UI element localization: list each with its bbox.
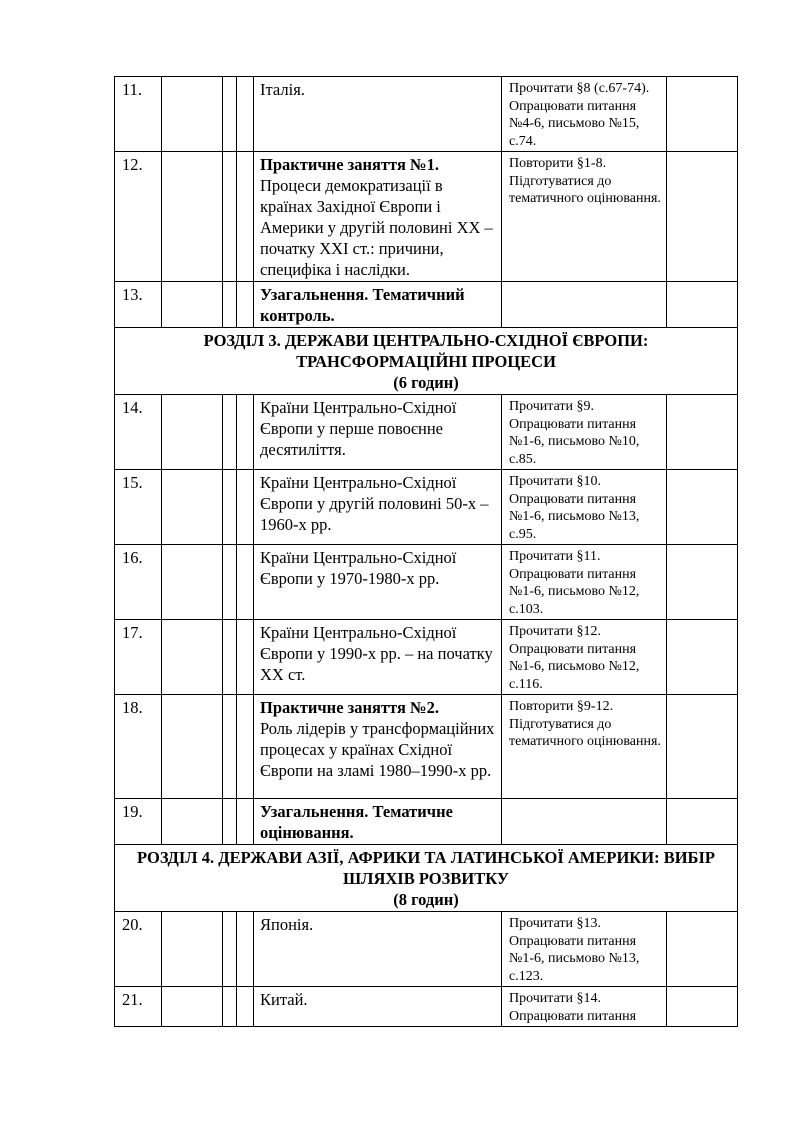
lesson-topic: [254, 470, 502, 545]
notes-cell: [667, 545, 738, 620]
homework-cell: [502, 282, 667, 328]
lesson-topic: [254, 987, 502, 1027]
lesson-topic-text: Італія.: [260, 80, 305, 99]
narrow-cell: [223, 395, 237, 470]
narrow-cell: [223, 77, 237, 152]
lesson-topic: [254, 152, 502, 282]
lesson-topic-bold: Практичне заняття №2.: [260, 698, 439, 717]
narrow-cell: [237, 912, 254, 987]
notes-cell: [667, 695, 738, 799]
lesson-topic-text: Китай.: [260, 990, 308, 1009]
lesson-topic: [254, 282, 502, 328]
date-cell: [162, 987, 223, 1027]
date-cell: [162, 282, 223, 328]
lesson-number: 17.: [115, 620, 162, 695]
lesson-topic-text: Країни Центрально-Східної Європи у 1970-1980-х рр.: [260, 548, 457, 588]
narrow-cell: [237, 799, 254, 845]
section-title: РОЗДІЛ 3. ДЕРЖАВИ ЦЕНТРАЛЬНО-СХІДНОЇ ЄВРОПИ: ТРАНСФОРМАЦІЙНІ ПРОЦЕСИ: [203, 331, 649, 371]
lesson-number: 11.: [115, 77, 162, 152]
notes-cell: [667, 470, 738, 545]
narrow-cell: [237, 620, 254, 695]
table-row: [115, 470, 738, 545]
lesson-number: 15.: [115, 470, 162, 545]
homework-cell: Прочитати §13. Опрацювати питання №1-6, письмово №13, с.123.: [502, 912, 667, 987]
notes-cell: [667, 987, 738, 1027]
lesson-number: 19.: [115, 799, 162, 845]
narrow-cell: [223, 545, 237, 620]
homework-cell: Прочитати §11. Опрацювати питання №1-6, письмово №12, с.103.: [502, 545, 667, 620]
lesson-topic-bold: Узагальнення. Тематичний контроль.: [260, 285, 465, 325]
table-row: [115, 545, 738, 620]
lesson-topic: [254, 395, 502, 470]
homework-cell: Прочитати §8 (с.67-74). Опрацювати питання №4-6, письмово №15, с.74.: [502, 77, 667, 152]
date-cell: [162, 545, 223, 620]
table-row: [115, 987, 738, 1027]
narrow-cell: [237, 695, 254, 799]
date-cell: [162, 152, 223, 282]
narrow-cell: [223, 282, 237, 328]
lesson-number: 13.: [115, 282, 162, 328]
lesson-number: 16.: [115, 545, 162, 620]
section-header-row: [115, 845, 738, 912]
section-hours: (8 годин): [393, 890, 459, 909]
narrow-cell: [237, 470, 254, 545]
lesson-topic: [254, 77, 502, 152]
section-header-cell: [115, 328, 738, 395]
homework-cell: Повторити §1-8. Підготуватися до тематичного оцінювання.: [502, 152, 667, 282]
table-row: [115, 620, 738, 695]
notes-cell: [667, 799, 738, 845]
lesson-topic-text: Країни Центрально-Східної Європи у 1990-х рр. – на початку XX ст.: [260, 623, 493, 684]
table-row: [115, 395, 738, 470]
homework-cell: Повторити §9-12. Підготуватися до тематичного оцінювання.: [502, 695, 667, 799]
lesson-topic: [254, 695, 502, 799]
lesson-number: 21.: [115, 987, 162, 1027]
lesson-number: 18.: [115, 695, 162, 799]
narrow-cell: [237, 395, 254, 470]
lesson-topic-text: Процеси демократизації в країнах Західної Європи і Америки у другій половині XX – початку XXI ст.: причини, специфіка і наслідки.: [260, 176, 493, 279]
narrow-cell: [223, 470, 237, 545]
lesson-topic-text: Країни Центрально-Східної Європи у перше повоєнне десятиліття.: [260, 398, 457, 459]
homework-cell: Прочитати §9. Опрацювати питання №1-6, письмово №10, с.85.: [502, 395, 667, 470]
table-row: [115, 912, 738, 987]
notes-cell: [667, 620, 738, 695]
table-row: [115, 152, 738, 282]
lesson-topic: [254, 545, 502, 620]
date-cell: [162, 395, 223, 470]
curriculum-table: [114, 76, 738, 1027]
narrow-cell: [223, 912, 237, 987]
table-row: [115, 282, 738, 328]
lesson-number: 20.: [115, 912, 162, 987]
section-title: РОЗДІЛ 4. ДЕРЖАВИ АЗІЇ, АФРИКИ ТА ЛАТИНСЬКОЇ АМЕРИКИ: ВИБІР ШЛЯХІВ РОЗВИТКУ: [137, 848, 715, 888]
date-cell: [162, 470, 223, 545]
lesson-topic-text: Роль лідерів у трансформаційних процесах у країнах Східної Європи на зламі 1980–1990-х рр.: [260, 719, 495, 780]
homework-cell: Прочитати §14. Опрацювати питання: [502, 987, 667, 1027]
date-cell: [162, 912, 223, 987]
homework-cell: [502, 799, 667, 845]
narrow-cell: [237, 987, 254, 1027]
section-header-cell: [115, 845, 738, 912]
narrow-cell: [223, 620, 237, 695]
notes-cell: [667, 282, 738, 328]
date-cell: [162, 695, 223, 799]
narrow-cell: [223, 987, 237, 1027]
lesson-topic: [254, 912, 502, 987]
lesson-number: 12.: [115, 152, 162, 282]
date-cell: [162, 77, 223, 152]
narrow-cell: [237, 282, 254, 328]
lesson-topic-text: Країни Центрально-Східної Європи у другій половині 50-х – 1960-х рр.: [260, 473, 489, 534]
lesson-topic-bold: Практичне заняття №1.: [260, 155, 439, 174]
notes-cell: [667, 77, 738, 152]
table-row: [115, 77, 738, 152]
narrow-cell: [237, 77, 254, 152]
notes-cell: [667, 395, 738, 470]
narrow-cell: [237, 545, 254, 620]
lesson-topic: [254, 799, 502, 845]
homework-cell: Прочитати §12. Опрацювати питання №1-6, письмово №12, с.116.: [502, 620, 667, 695]
narrow-cell: [237, 152, 254, 282]
date-cell: [162, 620, 223, 695]
homework-cell: Прочитати §10. Опрацювати питання №1-6, письмово №13, с.95.: [502, 470, 667, 545]
lesson-topic-bold: Узагальнення. Тематичне оцінювання.: [260, 802, 453, 842]
notes-cell: [667, 152, 738, 282]
table-row: [115, 799, 738, 845]
table-row: [115, 695, 738, 799]
section-header-row: [115, 328, 738, 395]
date-cell: [162, 799, 223, 845]
table-body: [115, 77, 738, 1027]
lesson-number: 14.: [115, 395, 162, 470]
notes-cell: [667, 912, 738, 987]
narrow-cell: [223, 152, 237, 282]
section-hours: (6 годин): [393, 373, 459, 392]
narrow-cell: [223, 695, 237, 799]
narrow-cell: [223, 799, 237, 845]
lesson-topic: [254, 620, 502, 695]
lesson-topic-text: Японія.: [260, 915, 314, 934]
